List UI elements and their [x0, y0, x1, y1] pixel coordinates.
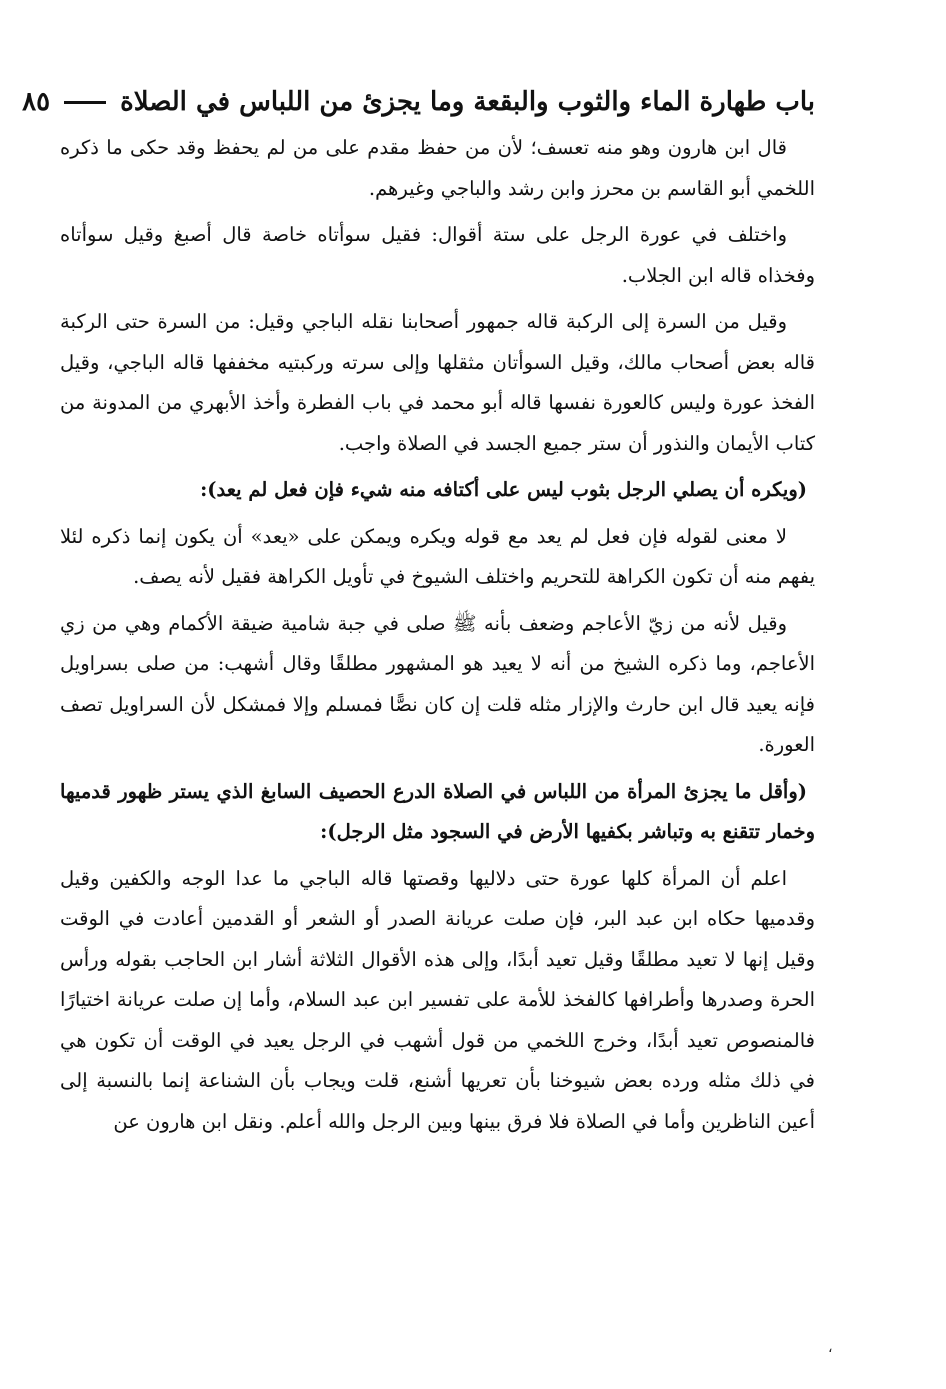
- paragraph: واختلف في عورة الرجل على ستة أقوال: فقيل سوأتاه خاصة قال أصبغ وقيل سوأتاه وفخذاه قاله ابن الجلاب.: [60, 223, 815, 287]
- header-rule: [64, 101, 106, 104]
- matn-quote: (وأقل ما يجزئ المرأة من اللباس في الصلاة الدرع الحصيف السابغ الذي يستر ظهور قدميها وخمار تتقنع به وتباشر بكفيها الأرض في السجود مثل الرجل):: [60, 779, 815, 843]
- book-page: [22, 78, 815, 1358]
- paragraph: لا معنى لقوله فإن فعل لم يعد مع قوله ويكره ويمكن على «يعد» أن يكون إنما ذكره لئلا يفهم منه أن تكون الكراهة للتحريم واختلف الشيوخ في تأويل الكراهة فقيل لأنه يصف.: [60, 524, 815, 588]
- page-number: ٨٥: [22, 87, 51, 117]
- chapter-title: باب طهارة الماء والثوب والبقعة وما يجزئ من اللباس في الصلاة: [120, 87, 815, 117]
- paragraph: وقيل من السرة إلى الركبة قاله جمهور أصحابنا نقله الباجي وقيل: من السرة حتى الركبة قاله بعض أصحاب مالك، وقيل السوأتان مثقلها وإلى سرته وركبتيه مخففها قاله الباجي، وقيل الفخذ عورة وليس كالعورة نفسها قاله أبو محمد في باب الفطرة وأخذ الأبهري من المدونة من كتاب الأيمان والنذور أن ستر جميع الجسد في الصلاة واجب.: [60, 310, 815, 455]
- paragraph: اعلم أن المرأة كلها عورة حتى دلاليها وقصتها قاله الباجي ما عدا الوجه والكفين وقيل وقدميها حكاه ابن عبد البر، فإن صلت عريانة الصدر أو الشعر أو القدمين أعادت في الوقت وقيل إنها لا تعيد مطلقًا وقيل تعيد أبدًا، وإلى هذه الأقوال الثلاثة أشار ابن الحاجب بقوله ورأس الحرة وصدرها وأطرافها كالفخذ للأمة على تفسير ابن عبد السلام، وأما إن صلت عريانة اختيارًا فالمنصوص تعيد أبدًا، وخرج اللخمي من قول أشهب في الرجل يعيد في الوقت أن تكون هي في ذلك مثله ورده بعض شيوخنا بأن تعريها أشنع، قلت ويجاب بأن الشناعة إنما بالنسبة إلى أعين الناظرين وأما في الصلاة فلا فرق بينها وبين الرجل والله أعلم. ونقل ابن هارون عن: [60, 866, 815, 1133]
- paragraph: وقيل لأنه من زيّ الأعاجم وضعف بأنه ﷺ صلى في جبة شامية ضيقة الأكمام وهي من زي الأعاجم، وما ذكره الشيخ من أنه لا يعيد هو المشهور مطلقًا وقال أشهب: من صلى بسراويل فإنه يعيد قال ابن حارث والإزار مثله قلت إن كان نصًّا فمسلم وإلا فمشكل لأن السراويل تصف العورة.: [60, 611, 815, 756]
- page-body: [60, 128, 815, 1142]
- margin-mark: ،: [828, 1340, 833, 1356]
- running-header: [22, 78, 815, 126]
- matn-quote: (ويكره أن يصلي الرجل بثوب ليس على أكتافه منه شيء فإن فعل لم يعد):: [200, 478, 807, 501]
- paragraph: قال ابن هارون وهو منه تعسف؛ لأن من حفظ مقدم على من لم يحفظ وقد حكى ما ذكره اللخمي أبو القاسم بن محرز وابن رشد والباجي وغيرهم.: [60, 136, 815, 200]
